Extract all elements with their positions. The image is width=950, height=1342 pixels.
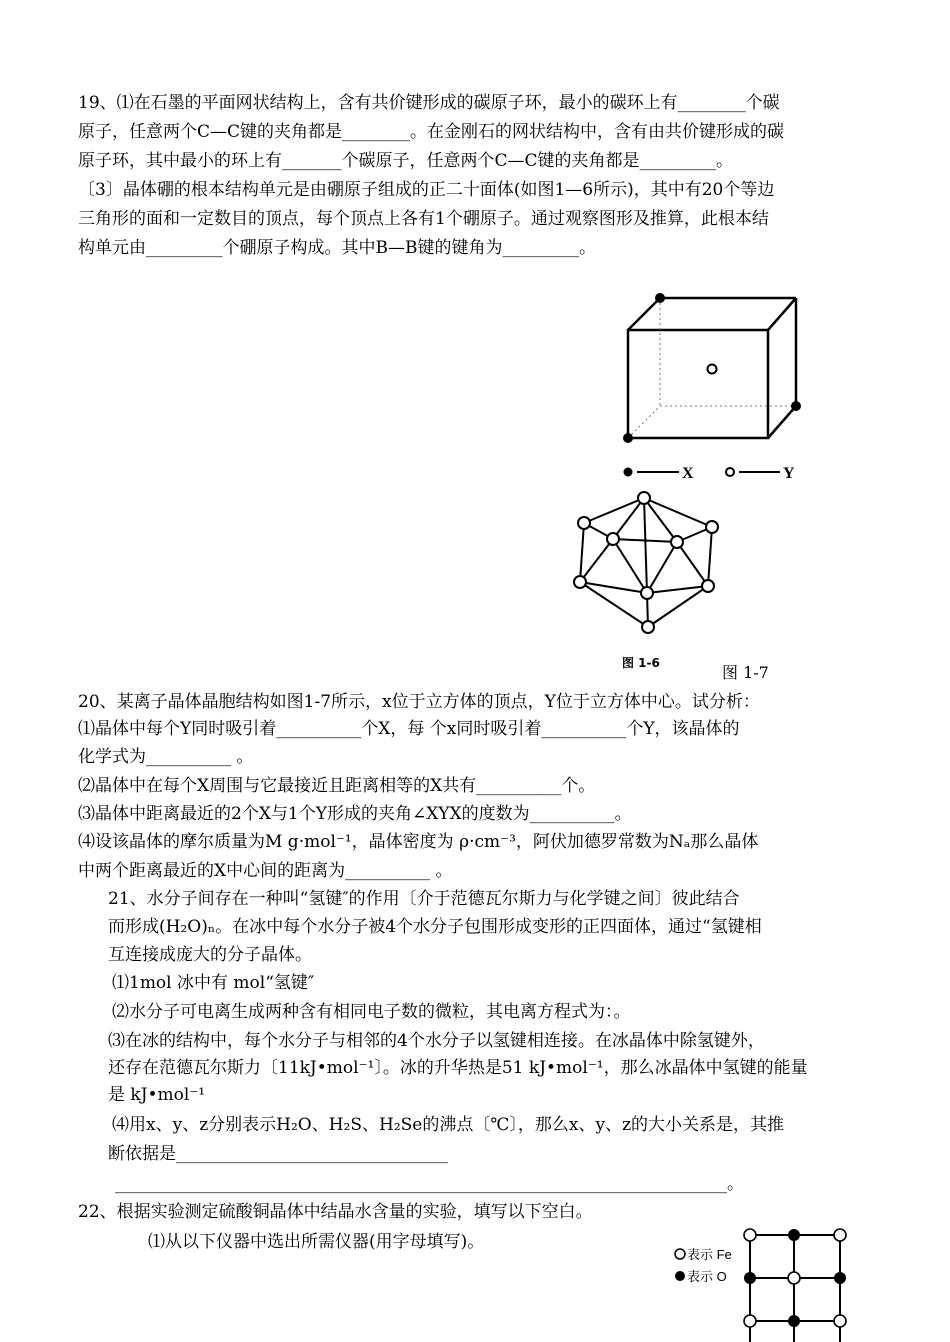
- q22-line-2: ⑴从以下仪器中选出所需仪器(用字母填写)。: [148, 1232, 485, 1252]
- boron-atom: [642, 621, 654, 633]
- o-atom: [788, 1315, 800, 1327]
- q20-line-2: ⑴晶体中每个Y同时吸引着__________个X，每 个x同时吸引着__________个Y，该晶体的: [78, 719, 740, 739]
- fe-atom: [744, 1315, 756, 1327]
- x-atom: [623, 433, 633, 443]
- o-atom: [744, 1272, 756, 1284]
- boron-atom: [574, 576, 586, 588]
- cube-lattice-figure: [600, 285, 820, 485]
- feo-lattice-figure: [665, 1220, 865, 1342]
- cube-front-face: [628, 330, 768, 438]
- legend-y-dot: [726, 468, 734, 476]
- q19-line-2: 原子，任意两个C—C键的夹角都是________。在金刚石的网状结构中，含有由共价键形成的碳: [78, 122, 785, 142]
- legend-o-label: 表示 O: [687, 1269, 727, 1284]
- q21-line-7: 还存在范德瓦尔斯力〔11kJ•mol⁻¹〕。冰的升华热是51 kJ•mol⁻¹，那么冰晶体中氢键的能量: [108, 1058, 808, 1078]
- y-atom: [708, 365, 717, 374]
- q21-line-4: ⑴1mol 冰中有 mol“氢键″: [112, 973, 315, 993]
- fe-atom: [834, 1229, 846, 1241]
- q22-line-1: 22、根据实验测定硫酸铜晶体中结晶水含量的实验，填写以下空白。: [78, 1202, 593, 1222]
- q21-line-2: 而形成(H₂O)ₙ。在冰中每个水分子被4个水分子包围形成变形的正四面体，通过“氢键相: [108, 917, 762, 937]
- q19-line-3: 原子环，其中最小的环上有_______个碳原子，任意两个C—C键的夹角都是_________。: [78, 151, 734, 171]
- q20-line-4: ⑵晶体中在每个X周围与它最接近且距离相等的X共有__________个。: [78, 776, 596, 796]
- legend-x-label: X: [682, 465, 694, 482]
- legend-fe-label: 表示 Fe: [687, 1247, 732, 1262]
- q21-line-6: ⑶在冰的结构中，每个水分子与相邻的4个水分子以氢键相连接。在冰晶体中除氢键外，: [108, 1031, 765, 1051]
- fig17-caption: 图 1-7: [722, 663, 769, 682]
- q19-line-6: 构单元由_________个硼原子构成。其中B—B键的键角为_________。: [78, 238, 596, 258]
- q21-line-1: 21、水分子间存在一种叫“氢键″的作用〔介于范德瓦尔斯力与化学键之间〕彼此结合: [108, 889, 740, 909]
- legend-y-label: Y: [783, 465, 795, 482]
- fig16-label: 图 1-6: [622, 656, 660, 670]
- boron-atom: [641, 587, 653, 599]
- q19-line-5: 三角形的面和一定数目的顶点，每个顶点上各有1个硼原子。通过观察图形及推算，此根本结: [78, 209, 769, 229]
- legend-x-dot: [624, 468, 633, 477]
- legend-fe-dot: [675, 1249, 685, 1259]
- fe-atom: [834, 1315, 846, 1327]
- x-atom: [791, 401, 801, 411]
- fe-atom: [788, 1272, 800, 1284]
- q21-line-9: ⑷用x、y、z分别表示H₂O、H₂S、H₂Se的沸点〔℃〕，那么x、y、z的大小关系是，其推: [112, 1115, 785, 1135]
- q21-line-8: 是 kJ•mol⁻¹: [108, 1085, 206, 1105]
- q21-line-3: 互连接成庞大的分子晶体。: [108, 945, 312, 965]
- q20-line-5: ⑶晶体中距离最近的2个X与1个Y形成的夹角∠XYX的度数为__________。: [78, 804, 632, 824]
- boron-atom: [702, 580, 714, 592]
- boron-atom: [578, 517, 590, 529]
- x-atom: [655, 293, 665, 303]
- o-atom: [788, 1229, 800, 1241]
- q21-line-11: ________________________________________________________________________。: [115, 1174, 744, 1194]
- legend-o-dot: [675, 1271, 685, 1281]
- boron-atom: [671, 536, 683, 548]
- q21-line-10: 断依据是________________________________: [108, 1144, 448, 1164]
- q20-line-3: 化学式为__________ 。: [78, 747, 254, 767]
- q20-line-7: 中两个距离最近的X中心间的距离为__________ 。: [78, 861, 453, 881]
- q19-line-4: 〔3〕晶体硼的根本结构单元是由硼原子组成的正二十面体(如图1—6所示)，其中有20个等边: [78, 180, 775, 200]
- o-atom: [834, 1272, 846, 1284]
- icosahedron-figure: [565, 490, 725, 675]
- boron-atom: [638, 492, 650, 504]
- fe-atom: [744, 1229, 756, 1241]
- q19-line-1: 19、⑴在石墨的平面网状结构上，含有共价键形成的碳原子环，最小的碳环上有________个碳: [78, 93, 780, 113]
- q21-line-5: ⑵水分子可电离生成两种含有相同电子数的微粒，其电离方程式为：。: [112, 1002, 631, 1022]
- boron-atom: [607, 533, 619, 545]
- boron-atom: [706, 521, 718, 533]
- q20-line-6: ⑷设该晶体的摩尔质量为M g·mol⁻¹，晶体密度为 ρ·cm⁻³，阿伏加德罗常数为Nₐ那么晶体: [78, 832, 759, 852]
- q20-line-1: 20、某离子晶体晶胞结构如图1-7所示，x位于立方体的顶点，Y位于立方体中心。试分析：: [78, 692, 760, 712]
